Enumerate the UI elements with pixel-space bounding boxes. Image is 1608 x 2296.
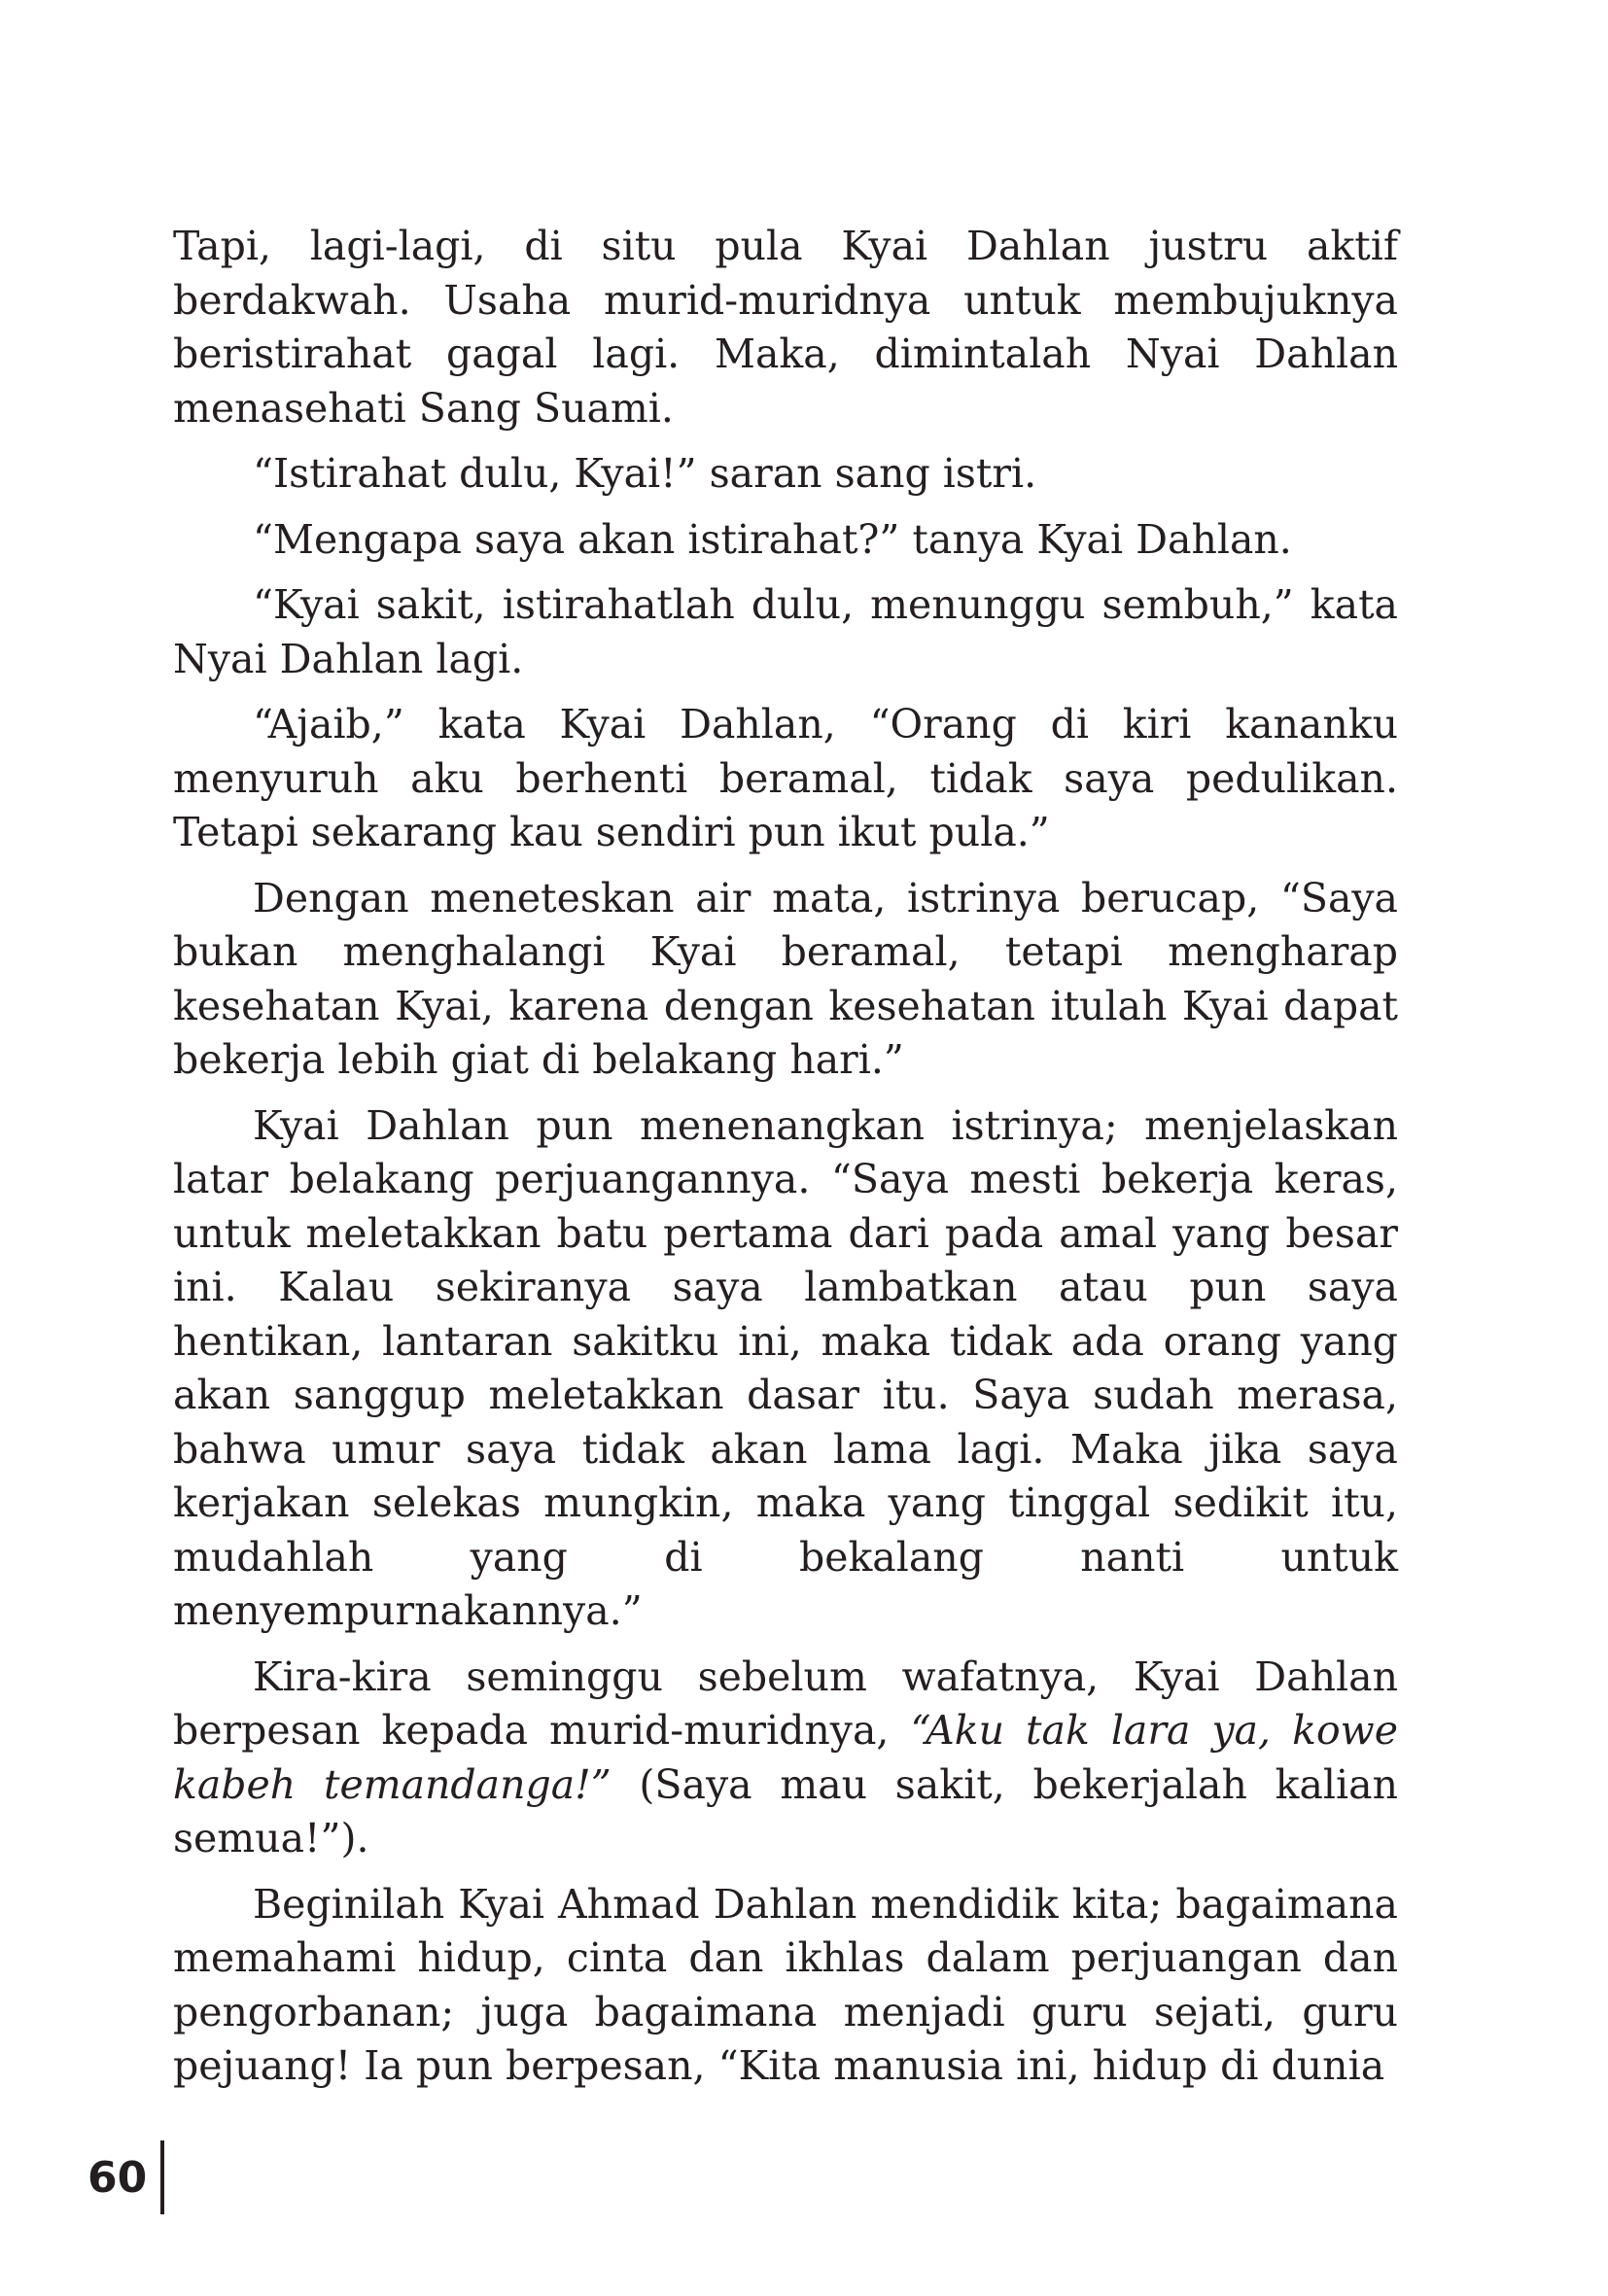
javanese-quote: “Aku tak lara ya, kowe kabeh temandanga!” (173, 1707, 1398, 1808)
paragraph: Kyai Dahlan pun menenangkan istrinya; menjelaskan latar belakang perjuangannya. “Saya mesti bekerja keras, untuk meletakkan batu pertama dari pada amal yang besar ini. Kalau sekiranya saya lambatkan atau pun saya hentikan, lantaran sakitku ini, maka tidak ada orang yang akan sanggup meletakkan dasar itu. Saya sudah merasa, bahwa umur saya tidak akan lama lagi. Maka jika saya kerjakan selekas mungkin, maka yang tinggal sedikit itu, mudahlah yang di bekalang nanti untuk menyempurnakannya.” (173, 1101, 1398, 1634)
paragraph-text-before: Kira-kira seminggu sebelum wafatnya, Kyai Dahlan berpesan kepada murid-muridnya, (173, 1652, 1398, 1754)
paragraph: Dengan meneteskan air mata, istrinya berucap, “Saya bukan menghalangi Kyai beramal, tetapi mengharap kesehatan Kyai, karena dengan kesehatan itulah Kyai dapat bekerja lebih giat di belakang hari.” (173, 874, 1398, 1083)
page-number: 60 (87, 2152, 148, 2203)
paragraph: Tapi, lagi-lagi, di situ pula Kyai Dahlan justru aktif berdakwah. Usaha murid-muridnya untuk membujuknya beristirahat gagal lagi. Maka, dimintalah Nyai Dahlan menasehati Sang Suami. (173, 223, 1398, 432)
paragraph-with-quote (173, 1651, 1398, 1866)
body-text (173, 220, 1398, 2105)
paragraph-text-after: (Saya mau sakit, bekerjalah kalian semua!”). (173, 1760, 1398, 1861)
paragraph: Beginilah Kyai Ahmad Dahlan mendidik kita; bagaimana memahami hidup, cinta dan ikhlas dalam perjuangan dan pengorbanan; juga bagaimana menjadi guru sejati, guru pejuang! Ia pun berpesan, “Kita manusia ini, hidup di dunia (173, 1880, 1398, 2089)
paragraph: “Ajaib,” kata Kyai Dahlan, “Orang di kiri kananku menyuruh aku berhenti beramal, tidak saya pedulikan. Tetapi sekarang kau sendiri pun ikut pula.” (173, 701, 1398, 855)
page-number-divider (160, 2140, 164, 2214)
paragraph: “Istirahat dulu, Kyai!” saran sang istri. (253, 450, 1037, 497)
paragraph: “Mengapa saya akan istirahat?” tanya Kyai Dahlan. (253, 515, 1292, 563)
page-footer (87, 2139, 164, 2216)
paragraph: “Kyai sakit, istirahatlah dulu, menunggu sembuh,” kata Nyai Dahlan lagi. (173, 581, 1398, 682)
